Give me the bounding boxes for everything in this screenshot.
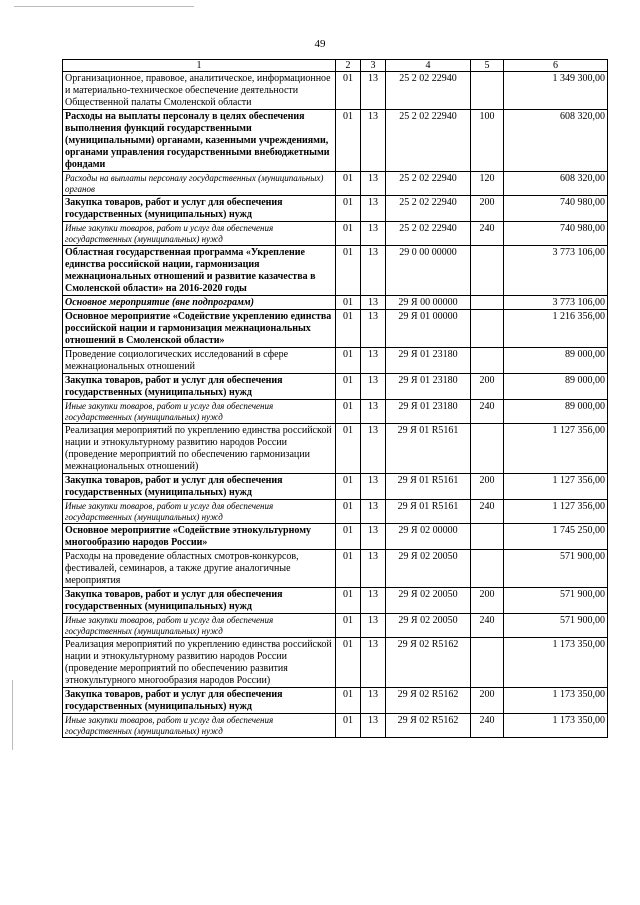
cell-amount: 1 127 356,00 [504, 500, 608, 524]
cell-section: 01 [336, 474, 361, 500]
cell-name: Иные закупки товаров, работ и услуг для обеспечения государственных (муниципальных) нужд [63, 400, 336, 424]
cell-section: 01 [336, 614, 361, 638]
table-row [63, 550, 608, 588]
cell-name: Проведение социологических исследований в сфере межнациональных отношений [63, 348, 336, 374]
cell-subsection: 13 [361, 400, 386, 424]
cell-target-code: 29 Я 01 R5161 [386, 500, 471, 524]
table-row [63, 424, 608, 474]
scan-edge-line [14, 6, 194, 7]
cell-expense-type [471, 550, 504, 588]
cell-name: Закупка товаров, работ и услуг для обеспечения государственных (муниципальных) нужд [63, 196, 336, 222]
cell-expense-type: 240 [471, 614, 504, 638]
cell-amount: 571 900,00 [504, 614, 608, 638]
table-row [63, 714, 608, 738]
table-body [63, 72, 608, 738]
cell-expense-type [471, 348, 504, 374]
cell-subsection: 13 [361, 688, 386, 714]
header-cell-col5: 5 [471, 60, 504, 72]
table-row [63, 374, 608, 400]
cell-section: 01 [336, 500, 361, 524]
cell-name: Расходы на выплаты персоналу в целях обеспечения выполнения функций государственными (муниципальными) органами, казенными учреждениями, органами управления государственными внебюджетными фондами [63, 110, 336, 172]
cell-subsection: 13 [361, 374, 386, 400]
cell-subsection: 13 [361, 310, 386, 348]
cell-name: Основное мероприятие «Содействие этнокультурному многообразию народов России» [63, 524, 336, 550]
cell-name: Закупка товаров, работ и услуг для обеспечения государственных (муниципальных) нужд [63, 374, 336, 400]
cell-target-code: 29 Я 01 23180 [386, 348, 471, 374]
table-row [63, 310, 608, 348]
cell-name: Иные закупки товаров, работ и услуг для обеспечения государственных (муниципальных) нужд [63, 714, 336, 738]
cell-subsection: 13 [361, 424, 386, 474]
cell-section: 01 [336, 296, 361, 310]
cell-subsection: 13 [361, 550, 386, 588]
cell-subsection: 13 [361, 474, 386, 500]
cell-expense-type: 100 [471, 110, 504, 172]
cell-target-code: 29 0 00 00000 [386, 246, 471, 296]
cell-target-code: 29 Я 01 R5161 [386, 474, 471, 500]
cell-amount: 1 216 356,00 [504, 310, 608, 348]
cell-expense-type: 200 [471, 688, 504, 714]
cell-expense-type [471, 638, 504, 688]
cell-amount: 1 349 300,00 [504, 72, 608, 110]
cell-expense-type [471, 424, 504, 474]
cell-section: 01 [336, 524, 361, 550]
cell-expense-type [471, 72, 504, 110]
cell-subsection: 13 [361, 296, 386, 310]
table-row [63, 474, 608, 500]
cell-target-code: 25 2 02 22940 [386, 196, 471, 222]
cell-subsection: 13 [361, 614, 386, 638]
cell-expense-type: 240 [471, 222, 504, 246]
cell-name: Расходы на выплаты персоналу государственных (муниципальных) органов [63, 172, 336, 196]
cell-expense-type: 240 [471, 714, 504, 738]
cell-expense-type [471, 524, 504, 550]
cell-expense-type: 200 [471, 196, 504, 222]
header-cell-col3: 3 [361, 60, 386, 72]
cell-name: Иные закупки товаров, работ и услуг для обеспечения государственных (муниципальных) нужд [63, 500, 336, 524]
cell-target-code: 25 2 02 22940 [386, 172, 471, 196]
cell-target-code: 29 Я 02 R5162 [386, 714, 471, 738]
cell-subsection: 13 [361, 348, 386, 374]
table-row [63, 500, 608, 524]
cell-amount: 3 773 106,00 [504, 246, 608, 296]
cell-section: 01 [336, 222, 361, 246]
table-row [63, 296, 608, 310]
cell-subsection: 13 [361, 588, 386, 614]
cell-target-code: 29 Я 01 00000 [386, 310, 471, 348]
cell-target-code: 25 2 02 22940 [386, 110, 471, 172]
cell-section: 01 [336, 246, 361, 296]
cell-expense-type: 240 [471, 400, 504, 424]
table-row [63, 588, 608, 614]
cell-section: 01 [336, 172, 361, 196]
cell-target-code: 29 Я 02 20050 [386, 588, 471, 614]
cell-name: Иные закупки товаров, работ и услуг для обеспечения государственных (муниципальных) нужд [63, 222, 336, 246]
cell-name: Расходы на проведение областных смотров-конкурсов, фестивалей, семинаров, а также другие аналогичные мероприятия [63, 550, 336, 588]
cell-section: 01 [336, 688, 361, 714]
table-row [63, 246, 608, 296]
cell-name: Основное мероприятие «Содействие укреплению единства российской нации и гармонизация межнациональных отношений в Смоленской области» [63, 310, 336, 348]
cell-subsection: 13 [361, 110, 386, 172]
header-cell-col1: 1 [63, 60, 336, 72]
cell-subsection: 13 [361, 638, 386, 688]
cell-target-code: 29 Я 01 23180 [386, 400, 471, 424]
cell-amount: 89 000,00 [504, 400, 608, 424]
cell-target-code: 25 2 02 22940 [386, 72, 471, 110]
cell-section: 01 [336, 638, 361, 688]
cell-subsection: 13 [361, 72, 386, 110]
cell-expense-type: 200 [471, 374, 504, 400]
cell-amount: 740 980,00 [504, 222, 608, 246]
cell-amount: 89 000,00 [504, 348, 608, 374]
cell-amount: 1 173 350,00 [504, 688, 608, 714]
cell-amount: 740 980,00 [504, 196, 608, 222]
table-row [63, 524, 608, 550]
cell-subsection: 13 [361, 246, 386, 296]
cell-amount: 571 900,00 [504, 588, 608, 614]
cell-name: Иные закупки товаров, работ и услуг для обеспечения государственных (муниципальных) нужд [63, 614, 336, 638]
table-row [63, 222, 608, 246]
cell-amount: 3 773 106,00 [504, 296, 608, 310]
cell-section: 01 [336, 714, 361, 738]
cell-amount: 1 745 250,00 [504, 524, 608, 550]
cell-section: 01 [336, 588, 361, 614]
cell-name: Закупка товаров, работ и услуг для обеспечения государственных (муниципальных) нужд [63, 588, 336, 614]
cell-expense-type: 240 [471, 500, 504, 524]
cell-subsection: 13 [361, 222, 386, 246]
cell-section: 01 [336, 348, 361, 374]
cell-section: 01 [336, 550, 361, 588]
header-row [63, 60, 608, 72]
cell-amount: 1 127 356,00 [504, 474, 608, 500]
header-cell-col6: 6 [504, 60, 608, 72]
cell-amount: 571 900,00 [504, 550, 608, 588]
scan-margin-mark [12, 680, 13, 750]
cell-amount: 1 173 350,00 [504, 638, 608, 688]
cell-target-code: 29 Я 02 20050 [386, 550, 471, 588]
cell-name: Организационное, правовое, аналитическое, информационное и материально-техническое обеспечение деятельности Общественной палаты Смоленской области [63, 72, 336, 110]
cell-name: Областная государственная программа «Укрепление единства российской нации, гармонизация межнациональных отношений и развитие казачества в Смоленской области» на 2016-2020 годы [63, 246, 336, 296]
cell-name: Основное мероприятие (вне подпрограмм) [63, 296, 336, 310]
cell-name: Закупка товаров, работ и услуг для обеспечения государственных (муниципальных) нужд [63, 474, 336, 500]
cell-subsection: 13 [361, 524, 386, 550]
cell-section: 01 [336, 400, 361, 424]
table-row [63, 638, 608, 688]
table-row [63, 72, 608, 110]
cell-amount: 608 320,00 [504, 110, 608, 172]
table-row [63, 614, 608, 638]
cell-amount: 89 000,00 [504, 374, 608, 400]
cell-subsection: 13 [361, 714, 386, 738]
cell-target-code: 25 2 02 22940 [386, 222, 471, 246]
cell-expense-type [471, 310, 504, 348]
cell-name: Реализация мероприятий по укреплению единства российской нации и этнокультурному развитию народов России (проведение мероприятий по обеспечению гармонизации межнациональных отношений) [63, 424, 336, 474]
cell-expense-type [471, 296, 504, 310]
header-cell-col4: 4 [386, 60, 471, 72]
cell-expense-type: 120 [471, 172, 504, 196]
cell-section: 01 [336, 72, 361, 110]
cell-section: 01 [336, 310, 361, 348]
table-row [63, 400, 608, 424]
budget-table [62, 59, 608, 738]
cell-amount: 1 173 350,00 [504, 714, 608, 738]
cell-section: 01 [336, 196, 361, 222]
cell-target-code: 29 Я 01 23180 [386, 374, 471, 400]
table-row [63, 110, 608, 172]
page-number: 49 [314, 38, 326, 50]
cell-amount: 1 127 356,00 [504, 424, 608, 474]
table-header [63, 60, 608, 72]
cell-target-code: 29 Я 00 00000 [386, 296, 471, 310]
header-cell-col2: 2 [336, 60, 361, 72]
cell-target-code: 29 Я 02 20050 [386, 614, 471, 638]
cell-expense-type: 200 [471, 474, 504, 500]
table-row [63, 688, 608, 714]
cell-expense-type: 200 [471, 588, 504, 614]
cell-subsection: 13 [361, 500, 386, 524]
cell-target-code: 29 Я 02 R5162 [386, 638, 471, 688]
cell-subsection: 13 [361, 172, 386, 196]
cell-subsection: 13 [361, 196, 386, 222]
cell-target-code: 29 Я 01 R5161 [386, 424, 471, 474]
cell-section: 01 [336, 374, 361, 400]
cell-expense-type [471, 246, 504, 296]
table-row [63, 196, 608, 222]
cell-amount: 608 320,00 [504, 172, 608, 196]
cell-name: Закупка товаров, работ и услуг для обеспечения государственных (муниципальных) нужд [63, 688, 336, 714]
cell-name: Реализация мероприятий по укреплению единства российской нации и этнокультурному развитию народов России (проведение мероприятий по обеспечению развития этнокультурного многообразия народов России) [63, 638, 336, 688]
table-row [63, 172, 608, 196]
cell-target-code: 29 Я 02 R5162 [386, 688, 471, 714]
cell-section: 01 [336, 424, 361, 474]
cell-section: 01 [336, 110, 361, 172]
cell-target-code: 29 Я 02 00000 [386, 524, 471, 550]
table-row [63, 348, 608, 374]
